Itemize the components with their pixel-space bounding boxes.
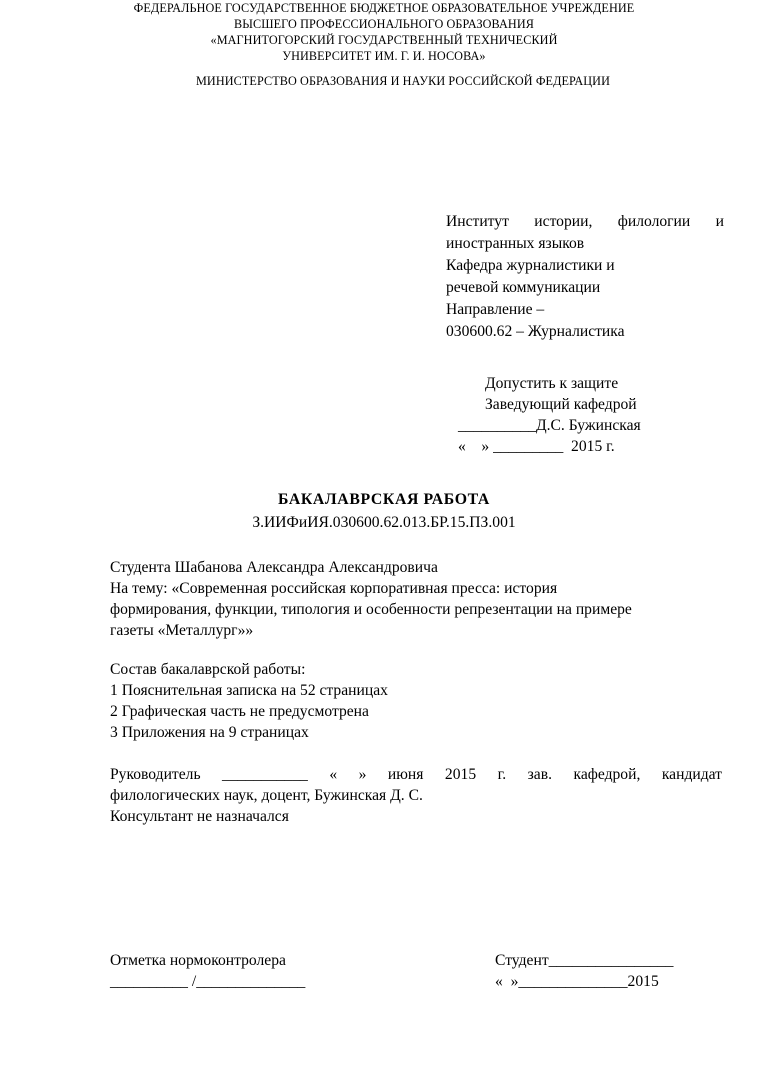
topic-line: формирования, функции, типология и особенности репрезентации на примере: [110, 601, 632, 618]
approval-date: « » _________ 2015 г.: [458, 438, 615, 455]
student-signature-label: Студент________________: [495, 952, 674, 969]
student-signature-block: [495, 950, 673, 992]
approval-head: Заведующий кафедрой: [485, 396, 637, 413]
topic-line: На тему: «Современная российская корпоративная пресса: история: [110, 580, 558, 597]
normcontrol-label: Отметка нормоконтролера: [110, 952, 286, 969]
direction-label: Направление –: [446, 301, 545, 318]
ministry-header: МИНИСТЕРСТВО ОБРАЗОВАНИЯ И НАУКИ РОССИЙСКОЙ ФЕДЕРАЦИИ: [196, 74, 610, 88]
approval-admit: Допустить к защите: [485, 375, 619, 392]
composition-block: [110, 659, 722, 743]
student-signature-date: « »______________2015: [495, 973, 659, 990]
topic-line: газеты «Металлург»»: [110, 622, 254, 639]
document-title: БАКАЛАВРСКАЯ РАБОТА: [278, 491, 490, 508]
composition-item: 3 Приложения на 9 страницах: [110, 724, 309, 741]
composition-heading: Состав бакалаврской работы:: [110, 661, 306, 678]
approval-block: [458, 373, 641, 457]
composition-item: 1 Пояснительная записка на 52 страницах: [110, 682, 388, 699]
student-block: [110, 557, 722, 641]
chair-line: Кафедра журналистики и: [446, 257, 615, 274]
institution-line: УНИВЕРСИТЕТ ИМ. Г. И. НОСОВА»: [282, 49, 486, 63]
normcontrol-block: [110, 950, 305, 992]
institution-header: [0, 0, 768, 64]
institution-line: «МАГНИТОГОРСКИЙ ГОСУДАРСТВЕННЫЙ ТЕХНИЧЕСКИЙ: [210, 33, 558, 47]
institute-line-cont: иностранных языков: [446, 235, 585, 252]
chair-line-cont: речевой коммуникации: [446, 279, 601, 296]
direction-value: 030600.62 – Журналистика: [446, 323, 625, 340]
supervisor-degree: филологических наук, доцент, Бужинская Д. С.: [110, 787, 423, 804]
approval-signature: __________Д.С. Бужинская: [458, 417, 641, 434]
supervisor-line: Руководитель ___________ « » июня 2015 г. зав. кафедрой, кандидат: [110, 766, 722, 783]
composition-item: 2 Графическая часть не предусмотрена: [110, 703, 369, 720]
institution-line: ФЕДЕРАЛЬНОЕ ГОСУДАРСТВЕННОЕ БЮДЖЕТНОЕ ОБРАЗОВАТЕЛЬНОЕ УЧРЕЖДЕНИЕ: [133, 1, 635, 15]
institution-line: ВЫСШЕГО ПРОФЕССИОНАЛЬНОГО ОБРАЗОВАНИЯ: [234, 17, 534, 31]
supervisor-block: [110, 764, 722, 827]
student-name: Студента Шабанова Александра Александровича: [110, 559, 438, 576]
document-code: З.ИИФиИЯ.030600.62.013.БР.15.ПЗ.001: [252, 514, 516, 531]
department-info: [446, 211, 724, 343]
normcontrol-signature-line: __________ /______________: [110, 973, 306, 990]
consultant-line: Консультант не назначался: [110, 808, 289, 825]
institute-line: Институт истории, филологии и: [446, 213, 724, 230]
